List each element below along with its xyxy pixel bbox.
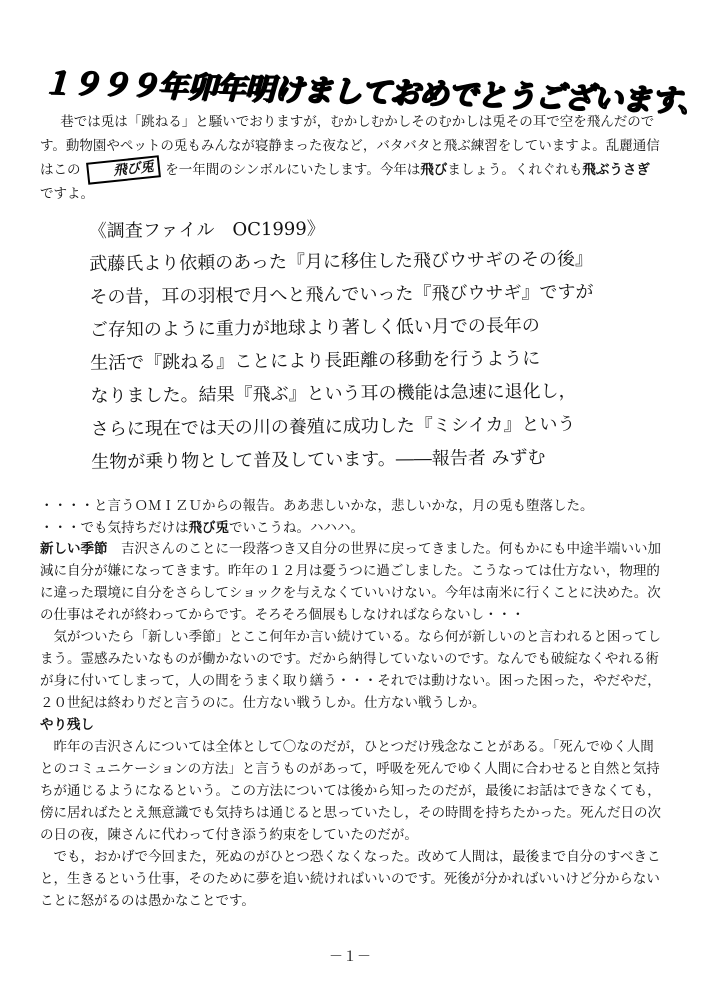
report-line-2 xyxy=(40,517,660,539)
memo-line: なりました。結果『飛ぶ』という耳の機能は急速に退化し， xyxy=(90,380,577,407)
memo-line: さらに現在では天の川の養殖に成功した『ミシイカ』という xyxy=(90,413,576,440)
report-comment xyxy=(40,495,660,539)
handwritten-report xyxy=(89,209,652,479)
memo-line: その昔，耳の羽根で月へと飛んでいった『飛びウサギ』ですが xyxy=(89,281,594,308)
intro-bold-b: 飛ぶうさぎ xyxy=(582,162,650,178)
intro-bold-a: 飛び xyxy=(420,162,448,178)
memo-line: 生物が乗り物として普及しています。――報告者 みずむ xyxy=(91,447,546,473)
section-heading: 新しい季節 xyxy=(40,541,108,557)
intro-text-b: を一年間のシンボルにいたします。今年は xyxy=(165,162,421,178)
memo-line: 武藤氏より依頼のあった『月に移住した飛びウサギのその後』 xyxy=(89,248,594,275)
memo-line: ご存知のように重力が地球より著しく低い月での長年の xyxy=(89,315,540,341)
intro-text-d: ですよ。 xyxy=(40,186,94,202)
intro-text-c: ましょう。くれぐれも xyxy=(447,162,583,178)
headline-year: １９９９年 xyxy=(41,66,188,106)
intro-text-a: 巷では兎は「跳ねる」と騒いでおりますが，むかしむかしそのむかしは兎その耳で空を飛んだのです。動物園やペットの兎もみんなが寝静まった夜など，バタバタと飛ぶ練習をしていますよ。乱麗通信はこの xyxy=(40,114,660,178)
section-paragraph: でも，おかげで今回また，死ぬのがひとつ恐くなくなった。改めて人間は，最後まで自分のすべきこと，生きるという仕事，そのために夢を追い続ければいいのです。死後が分かればいいけど分からないことに怒がるのは愚かなことです。 xyxy=(40,849,661,909)
headline-rest: 年明 xyxy=(215,70,275,108)
section-paragraph: 吉沢さんのことに一段落つき又自分の世界に戻ってきました。何もかにも中途半端いい加減に自分が嫌になってきます。昨年の１２月は憂うつに過ごしました。こうなっては仕方ない，物理的に違った環境に自分をさらしてショックを与えなくていいけない。今年は南米に行くことに決めた。次の仕事はそれが終わってからです。そろそろ個展もしなければならないし・・・ xyxy=(40,541,661,623)
report-line-1: ・・・・と言うＯＭＩＺＵからの報告。ああ悲しいかな，悲しいかな，月の兎も堕落した。 xyxy=(40,498,594,514)
page-number: －１－ xyxy=(329,949,371,965)
section-paragraph: 気がついたら「新しい季節」とここ何年か言い続けている。なら何が新しいのと言われると困ってしまう。霊感みたいなものが働かないのです。だから納得していないのです。なんでも破綻なくやれる術が身に付いてしまって，人の間をうまく取り繕う・・・それでは動けない。困った困った，やだやだ，２０世紀は終わりだと言うのに。仕方ない戦うしか。仕方ない戦うしか。 xyxy=(40,629,661,711)
report-line-2-post: でいこうね。ハハハ。 xyxy=(229,520,364,536)
flying-rabbit-stamp: 飛び兎 xyxy=(86,155,161,184)
section-new-season xyxy=(40,538,662,626)
report-line-2-pre: ・・・でも気持ちだけは xyxy=(40,520,189,536)
article-body xyxy=(40,538,662,912)
section-paragraph: 昨年の吉沢さんについては全体として〇なのだが，ひとつだけ残念なことがある。「死んでゆく人間とのコミュニケーションの方法」と言うものがあって，呼吸を死んでゆく人間に合わせると自然と気持ちが通じるようになるという。この方法については後から知ったのだが，最後にお話はできなくても，傍に居ればたとえ無意識でも気持ちは通じると思っていたし，その時間を持ちたかった。死んだ日の次の日の夜，陳さんに代わって付き添う約束をしていたのだが。 xyxy=(40,739,661,843)
memo-line: 《調査ファイル OC1999》 xyxy=(88,218,325,242)
memo-line: 生活で『跳ねる』ことにより長距離の移動を行うように xyxy=(90,348,541,374)
report-line-2-bold: 飛び兎 xyxy=(188,520,229,536)
intro-paragraph xyxy=(40,110,660,206)
section-heading: やり残し xyxy=(40,717,94,733)
headline-outline-text: けましておめでとうございます、 xyxy=(273,72,707,120)
headline-u: 卯 xyxy=(186,70,217,106)
